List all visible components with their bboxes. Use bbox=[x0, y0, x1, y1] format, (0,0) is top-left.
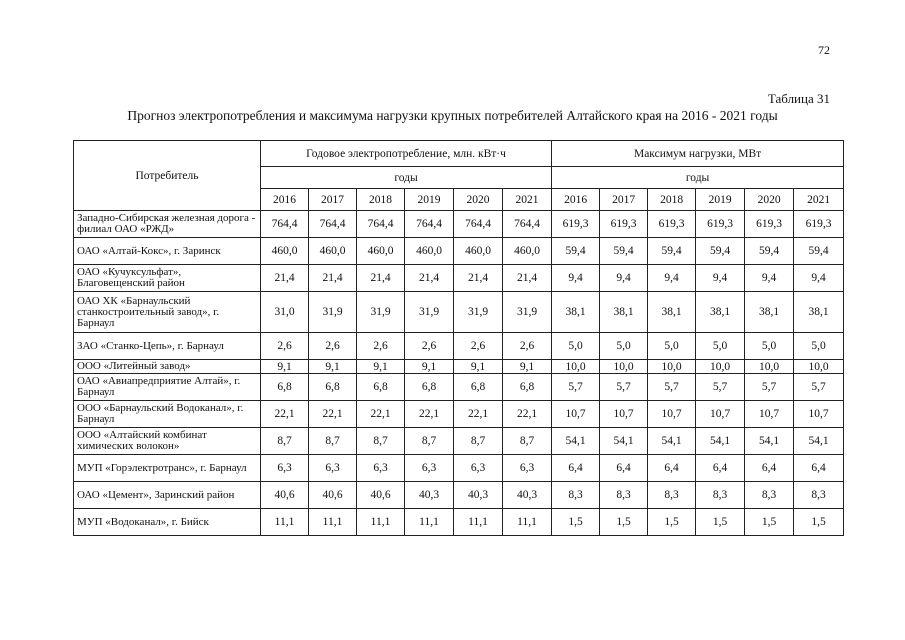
max-load-cell: 10,7 bbox=[552, 401, 600, 428]
consumption-cell: 6,8 bbox=[357, 374, 405, 401]
max-load-cell: 59,4 bbox=[745, 238, 794, 265]
max-load-cell: 54,1 bbox=[648, 428, 696, 455]
max-load-cell: 5,7 bbox=[745, 374, 794, 401]
max-load-year-header: 2016 bbox=[552, 189, 600, 211]
consumption-cell: 40,6 bbox=[357, 482, 405, 509]
max-load-cell: 619,3 bbox=[794, 211, 844, 238]
max-load-cell: 59,4 bbox=[600, 238, 648, 265]
consumption-cell: 6,8 bbox=[261, 374, 309, 401]
max-load-cell: 5,7 bbox=[648, 374, 696, 401]
table-row bbox=[74, 401, 844, 428]
max-load-cell: 6,4 bbox=[794, 455, 844, 482]
max-load-cell: 54,1 bbox=[552, 428, 600, 455]
consumption-cell: 2,6 bbox=[309, 333, 357, 360]
consumer-name: ООО «Барнаульский Водоканал», г. Барнаул bbox=[74, 401, 261, 428]
consumption-cell: 2,6 bbox=[503, 333, 552, 360]
max-load-cell: 619,3 bbox=[648, 211, 696, 238]
max-load-years-label: годы bbox=[552, 167, 844, 189]
consumption-cell: 2,6 bbox=[261, 333, 309, 360]
consumption-cell: 6,3 bbox=[503, 455, 552, 482]
consumption-cell: 21,4 bbox=[405, 265, 454, 292]
consumption-cell: 460,0 bbox=[261, 238, 309, 265]
consumption-cell: 6,8 bbox=[454, 374, 503, 401]
max-load-year-header: 2021 bbox=[794, 189, 844, 211]
consumption-cell: 6,3 bbox=[357, 455, 405, 482]
consumption-cell: 22,1 bbox=[357, 401, 405, 428]
consumption-cell: 11,1 bbox=[309, 509, 357, 536]
max-load-cell: 8,3 bbox=[552, 482, 600, 509]
consumption-year-header: 2018 bbox=[357, 189, 405, 211]
max-load-cell: 10,7 bbox=[745, 401, 794, 428]
max-load-cell: 9,4 bbox=[648, 265, 696, 292]
max-load-cell: 38,1 bbox=[794, 292, 844, 333]
max-load-cell: 10,0 bbox=[600, 360, 648, 374]
table-title: Прогноз электропотребления и максимума нагрузки крупных потребителей Алтайского края на 2016 - 2021 годы bbox=[127, 108, 778, 123]
consumer-name: ООО «Алтайский комбинат химических волокон» bbox=[74, 428, 261, 455]
max-load-cell: 10,0 bbox=[552, 360, 600, 374]
table-row bbox=[74, 238, 844, 265]
consumption-year-header: 2019 bbox=[405, 189, 454, 211]
max-load-cell: 5,0 bbox=[696, 333, 745, 360]
consumption-cell: 31,9 bbox=[503, 292, 552, 333]
consumption-cell: 8,7 bbox=[357, 428, 405, 455]
consumption-cell: 11,1 bbox=[503, 509, 552, 536]
max-load-cell: 1,5 bbox=[794, 509, 844, 536]
max-load-cell: 59,4 bbox=[552, 238, 600, 265]
max-load-cell: 10,7 bbox=[600, 401, 648, 428]
consumption-cell: 6,3 bbox=[454, 455, 503, 482]
max-load-cell: 619,3 bbox=[552, 211, 600, 238]
consumer-name: ОАО ХК «Барнаульский станкостроительный завод», г. Барнаул bbox=[74, 292, 261, 333]
consumption-cell: 8,7 bbox=[309, 428, 357, 455]
consumption-group-header: Годовое электропотребление, млн. кВт·ч bbox=[261, 141, 552, 167]
table-row bbox=[74, 428, 844, 455]
max-load-cell: 38,1 bbox=[552, 292, 600, 333]
max-load-cell: 9,4 bbox=[745, 265, 794, 292]
max-load-cell: 54,1 bbox=[794, 428, 844, 455]
max-load-cell: 1,5 bbox=[648, 509, 696, 536]
consumption-cell: 22,1 bbox=[503, 401, 552, 428]
table-row bbox=[74, 455, 844, 482]
max-load-cell: 1,5 bbox=[696, 509, 745, 536]
table-row bbox=[74, 211, 844, 238]
table-row bbox=[74, 360, 844, 374]
consumption-cell: 460,0 bbox=[357, 238, 405, 265]
consumption-cell: 9,1 bbox=[261, 360, 309, 374]
table-row bbox=[74, 333, 844, 360]
consumption-cell: 6,3 bbox=[405, 455, 454, 482]
consumption-cell: 40,6 bbox=[309, 482, 357, 509]
max-load-cell: 6,4 bbox=[648, 455, 696, 482]
consumption-cell: 764,4 bbox=[309, 211, 357, 238]
consumption-cell: 21,4 bbox=[454, 265, 503, 292]
consumption-cell: 31,0 bbox=[261, 292, 309, 333]
consumer-column-header: Потребитель bbox=[74, 141, 261, 211]
consumption-cell: 31,9 bbox=[405, 292, 454, 333]
max-load-cell: 619,3 bbox=[745, 211, 794, 238]
max-load-cell: 1,5 bbox=[745, 509, 794, 536]
consumption-cell: 6,3 bbox=[309, 455, 357, 482]
max-load-cell: 10,7 bbox=[648, 401, 696, 428]
max-load-cell: 59,4 bbox=[696, 238, 745, 265]
consumption-cell: 460,0 bbox=[405, 238, 454, 265]
max-load-cell: 10,0 bbox=[794, 360, 844, 374]
consumption-year-header: 2016 bbox=[261, 189, 309, 211]
max-load-cell: 8,3 bbox=[745, 482, 794, 509]
max-load-cell: 5,7 bbox=[794, 374, 844, 401]
max-load-cell: 54,1 bbox=[600, 428, 648, 455]
table-row bbox=[74, 292, 844, 333]
max-load-cell: 38,1 bbox=[600, 292, 648, 333]
consumers-table bbox=[73, 140, 844, 536]
consumption-cell: 31,9 bbox=[309, 292, 357, 333]
consumer-name: Западно-Сибирская железная дорога - филиал ОАО «РЖД» bbox=[74, 211, 261, 238]
max-load-year-header: 2020 bbox=[745, 189, 794, 211]
table-row bbox=[74, 509, 844, 536]
consumption-cell: 460,0 bbox=[503, 238, 552, 265]
consumption-cell: 460,0 bbox=[309, 238, 357, 265]
consumption-years-label: годы bbox=[261, 167, 552, 189]
max-load-year-header: 2018 bbox=[648, 189, 696, 211]
consumption-cell: 460,0 bbox=[454, 238, 503, 265]
consumption-cell: 22,1 bbox=[309, 401, 357, 428]
consumption-cell: 6,3 bbox=[261, 455, 309, 482]
consumption-cell: 764,4 bbox=[454, 211, 503, 238]
consumer-name: ООО «Литейный завод» bbox=[74, 360, 261, 374]
table-row bbox=[74, 265, 844, 292]
max-load-cell: 6,4 bbox=[552, 455, 600, 482]
consumption-cell: 9,1 bbox=[357, 360, 405, 374]
max-load-cell: 5,0 bbox=[648, 333, 696, 360]
consumer-name: ОАО «Авиапредприятие Алтай», г. Барнаул bbox=[74, 374, 261, 401]
max-load-cell: 6,4 bbox=[600, 455, 648, 482]
consumption-cell: 6,8 bbox=[405, 374, 454, 401]
consumption-year-header: 2017 bbox=[309, 189, 357, 211]
max-load-cell: 54,1 bbox=[696, 428, 745, 455]
max-load-cell: 619,3 bbox=[600, 211, 648, 238]
consumer-name: ОАО «Цемент», Заринский район bbox=[74, 482, 261, 509]
consumption-year-header: 2021 bbox=[503, 189, 552, 211]
consumer-name: ОАО «Алтай-Кокс», г. Заринск bbox=[74, 238, 261, 265]
max-load-cell: 59,4 bbox=[794, 238, 844, 265]
max-load-cell: 8,3 bbox=[696, 482, 745, 509]
max-load-cell: 10,0 bbox=[696, 360, 745, 374]
page-number: 72 bbox=[818, 43, 830, 57]
max-load-cell: 9,4 bbox=[794, 265, 844, 292]
max-load-cell: 10,7 bbox=[794, 401, 844, 428]
consumption-cell: 11,1 bbox=[454, 509, 503, 536]
max-load-year-header: 2019 bbox=[696, 189, 745, 211]
consumption-cell: 22,1 bbox=[454, 401, 503, 428]
consumption-cell: 31,9 bbox=[357, 292, 405, 333]
max-load-cell: 5,0 bbox=[552, 333, 600, 360]
consumption-cell: 2,6 bbox=[357, 333, 405, 360]
consumption-cell: 22,1 bbox=[405, 401, 454, 428]
consumption-cell: 9,1 bbox=[309, 360, 357, 374]
max-load-cell: 38,1 bbox=[745, 292, 794, 333]
consumption-year-header: 2020 bbox=[454, 189, 503, 211]
consumption-cell: 9,1 bbox=[503, 360, 552, 374]
consumption-cell: 8,7 bbox=[503, 428, 552, 455]
max-load-cell: 8,3 bbox=[794, 482, 844, 509]
consumer-name: МУП «Горэлектротранс», г. Барнаул bbox=[74, 455, 261, 482]
consumption-cell: 31,9 bbox=[454, 292, 503, 333]
consumption-cell: 6,8 bbox=[309, 374, 357, 401]
consumption-cell: 21,4 bbox=[503, 265, 552, 292]
max-load-cell: 10,0 bbox=[745, 360, 794, 374]
consumption-cell: 8,7 bbox=[261, 428, 309, 455]
max-load-cell: 1,5 bbox=[552, 509, 600, 536]
consumer-name: МУП «Водоканал», г. Бийск bbox=[74, 509, 261, 536]
table-row bbox=[74, 482, 844, 509]
consumption-cell: 8,7 bbox=[405, 428, 454, 455]
consumer-name: ОАО «Кучуксульфат», Благовещенский район bbox=[74, 265, 261, 292]
max-load-cell: 6,4 bbox=[745, 455, 794, 482]
max-load-cell: 59,4 bbox=[648, 238, 696, 265]
max-load-cell: 5,7 bbox=[696, 374, 745, 401]
max-load-cell: 6,4 bbox=[696, 455, 745, 482]
consumption-cell: 11,1 bbox=[261, 509, 309, 536]
max-load-cell: 9,4 bbox=[696, 265, 745, 292]
max-load-cell: 38,1 bbox=[696, 292, 745, 333]
max-load-cell: 5,7 bbox=[600, 374, 648, 401]
consumption-cell: 8,7 bbox=[454, 428, 503, 455]
max-load-cell: 10,7 bbox=[696, 401, 745, 428]
consumption-cell: 21,4 bbox=[309, 265, 357, 292]
max-load-year-header: 2017 bbox=[600, 189, 648, 211]
max-load-cell: 619,3 bbox=[696, 211, 745, 238]
max-load-cell: 54,1 bbox=[745, 428, 794, 455]
max-load-cell: 38,1 bbox=[648, 292, 696, 333]
consumer-name: ЗАО «Станко-Цепь», г. Барнаул bbox=[74, 333, 261, 360]
consumption-cell: 22,1 bbox=[261, 401, 309, 428]
max-load-cell: 5,0 bbox=[600, 333, 648, 360]
consumption-cell: 40,3 bbox=[405, 482, 454, 509]
consumption-cell: 11,1 bbox=[357, 509, 405, 536]
consumption-cell: 40,3 bbox=[503, 482, 552, 509]
consumption-cell: 11,1 bbox=[405, 509, 454, 536]
consumption-cell: 40,3 bbox=[454, 482, 503, 509]
consumption-cell: 764,4 bbox=[405, 211, 454, 238]
max-load-cell: 5,0 bbox=[745, 333, 794, 360]
consumption-cell: 764,4 bbox=[503, 211, 552, 238]
consumption-cell: 764,4 bbox=[261, 211, 309, 238]
max-load-cell: 8,3 bbox=[648, 482, 696, 509]
consumption-cell: 21,4 bbox=[261, 265, 309, 292]
max-load-cell: 9,4 bbox=[552, 265, 600, 292]
consumption-cell: 764,4 bbox=[357, 211, 405, 238]
table-label: Таблица 31 bbox=[767, 91, 830, 106]
max-load-cell: 9,4 bbox=[600, 265, 648, 292]
max-load-cell: 5,0 bbox=[794, 333, 844, 360]
max-load-cell: 10,0 bbox=[648, 360, 696, 374]
consumption-cell: 9,1 bbox=[454, 360, 503, 374]
table-body bbox=[74, 211, 844, 536]
max-load-cell: 1,5 bbox=[600, 509, 648, 536]
max-load-cell: 8,3 bbox=[600, 482, 648, 509]
max-load-group-header: Максимум нагрузки, МВт bbox=[552, 141, 844, 167]
consumption-cell: 40,6 bbox=[261, 482, 309, 509]
consumption-cell: 2,6 bbox=[405, 333, 454, 360]
table-row bbox=[74, 374, 844, 401]
consumption-cell: 2,6 bbox=[454, 333, 503, 360]
consumption-cell: 6,8 bbox=[503, 374, 552, 401]
consumption-cell: 21,4 bbox=[357, 265, 405, 292]
max-load-cell: 5,7 bbox=[552, 374, 600, 401]
consumption-cell: 9,1 bbox=[405, 360, 454, 374]
